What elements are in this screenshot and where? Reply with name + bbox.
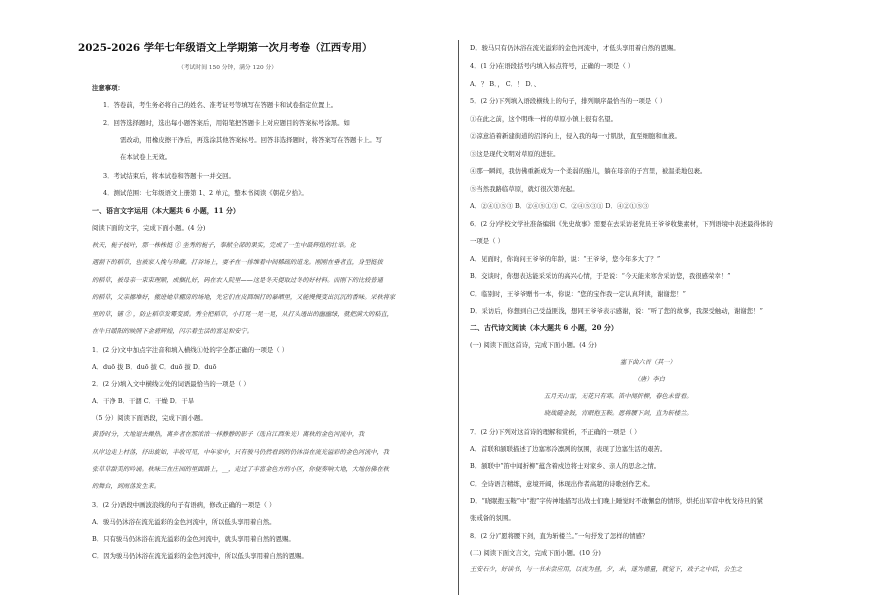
sentence-5: ⑤当然我路临草原，就灯很次第亮起。 [470,185,579,193]
section-heading: 二、古代诗文阅读（本大题共 6 小题，20 分） [470,323,618,332]
sentence-4: ④那一瞬间，我仿佛重新成为一个柔弱的胎儿，躺在母亲的子宫里，被温柔地包裹。 [470,167,707,175]
question-7-option-d: D．“晓眠抱玉鞍”中“抱”字传神地描写出战士们晚上睡觉时不敢懈怠的情形，烘托出军营中枕戈待旦的紧 [470,497,763,505]
question-4: 4．(1 分)在语段括号内填入标点符号，正确的一项是（ ） [470,62,635,70]
notice-line: 4．测试范围：七年级语文上册第 1、2 单元，整本书阅读《朝花夕拾》。 [103,189,308,197]
passage-line: 从岸边走上村落，抒出旋如，丰收可见，中年家中，只有骏马仍然看到的仍沐浴在流光溢彩的金色河流中，我 [92,449,389,456]
question-6-option-a: A．见面时，你询问王爷爷的年龄，说：“王爷爷，您今年多大了？” [470,255,661,263]
question-5: 5．(2 分)下列填入语段横线上的句子，排列顺序最恰当的一项是（ ） [470,97,667,105]
poem-author: （唐）李白 [634,376,665,383]
question-7-option-c: C．全诗语言精练，意境开阔，体现出作者高超的诗歌创作艺术。 [470,480,654,488]
question-3-option-b: B．只有骏马仍沐浴在流光溢彩的金色河流中，就头享用着自然的恩赐。 [92,535,295,543]
question-5-options: A．②④①⑤③ B．②④⑤①③ C．②④⑤③① D．④②①⑤③ [470,202,649,210]
question-6: 6．(2 分)学校文学社准备编辑《先史故事》需要在去采访老党员王爷爷收集素材，下列语境中表述最得体的 [470,220,773,228]
question-8: 8．(2 分)“愿将腰下剑，直为斩楼兰。”一句抒发了怎样的情感？ [470,532,649,540]
passage-line: 里的草，铺 ② ，防止稻草发霉变质。秀全把稻草，小打晃一晃一晃，从打头透出的幽幽绿，就把满大的秸直， [92,311,393,318]
column-divider [458,40,459,595]
passage-line: 遇割下的稻草，也被家人挽与珍藏。打谷场上，要矛在一排维着中间稀疏的道龙。刚刚在垂者直，身型挺拔 [92,259,383,266]
notice-line: 需改动，用橡皮擦干净后，再选涂其他答案标号。回答非选择题时，将答案写在答题卡上。写 [120,136,383,144]
poem-title: 塞下曲六首（其一） [620,359,676,366]
question-1: 1．(2 分)文中加点字注音和填入横线①处的字全都正确的一项是（ ） [92,346,289,354]
poem-line: 五月天山雪，无花只有寒。笛中闻折柳，春色未曾看。 [544,393,693,400]
exam-subtitle: （考试时间 150 分钟，满分 120 分） [178,65,278,71]
notice-line: 在本试卷上无效。 [120,153,172,161]
question-3-option-c: C．因为骏马仍沐浴在流光溢彩的金色河流中，所以低头享用着自然的恩赐。 [92,552,308,560]
right-column [462,0,870,615]
question-3-option-a: A．骏马仍沐浴在流光溢彩的金色河流中，所以低头享用着自然。 [92,518,276,526]
text-line: （5 分）阅读下面语段，完成下面小题。 [92,414,207,422]
question-2: 2．(2 分)填入文中横线②处的词语最恰当的一项是（ ） [92,380,250,388]
notice-line: 2．回答选择题时，选出每小题答案后，用铅笔把答题卡上对应题目的答案标号涂黑。如 [103,119,350,127]
text-line: 阅读下面的文字，完成下面小题。(4 分) [92,224,206,232]
exam-title: 2025-2026 学年七年级语文上学期第一次月考卷（江西专用） [78,42,373,54]
passage-line: 黄昏时分，大地退去燥热，离乡者在那浓浓一样静静的影子（选自江西朱光）离秋的金色河流中，我 [92,431,365,438]
section-heading: 一、语言文字运用（本大题共 6 小题，11 分） [92,206,240,215]
question-3: 3．(2 分)语段中画波浪线的句子有语病，修改正确的一项是（ ） [92,501,276,509]
question-6-option-d: D．采访后，你想到自己受益匪浅，想同王爷爷表示感谢，说：“听了您的故事，我深受触动，谢谢您！” [470,307,763,315]
passage-line: 的稻草，被母亲一束束理顺，成捆扎好，码在农人院里——这是冬天提取过冬的好材料。而刚下的比较普通 [92,277,383,284]
notice-line: 3．考试结束后，将本试卷和答题卡一并交回。 [103,172,235,180]
question-6-option-c: C．临别时，王爷爷赠书一本，你说：“您的宝作我一定认真拜读，谢谢您！” [470,290,686,298]
passage-line: 张草草甜美的吟诵。秋味三在庄园的里面路上，__，走过了丰富金色方的小区，你便奏响大地，大地仿佛在秋 [92,466,389,473]
notice-heading: 注意事项： [92,84,124,92]
question-4-options: A．？ B．， C．！ D．、 [470,80,541,88]
passage-line: 王安石少，好读书，与一书未尝应用，以夜为昼，夕，未，遂为德量，就觉下，戏子之中后，公生之 [470,566,743,573]
question-1-options: A．duō 拔 B．duō 拔 C．duō 拔 D．duō [92,363,217,371]
passage-line: 的稻草，父亲挪堆好，搬进她草棚房的场地，先它们在皮圆细打的暴晒里，又能慢慢变出沉沉的香味。采秋将家 [92,294,396,301]
question-6-option-b: B．交谈时，你想表达能采采访的高兴心情，于是说：“今天能来寒舍采访您，我很感荣幸！” [470,272,731,280]
sentence-3: ③这是现代文明对草原的进驻。 [470,150,560,158]
sentence-2: ②凉意沿着新建街道的沼泽向上，侵入我的每一寸肌肤，直至细胞和血液。 [470,132,681,140]
passage-line: 在牛日暖阳的映照下金碧辉煌，闪示着生活的富足和安宁。 [92,328,253,335]
text-line: (二) 阅读下面文言文，完成下面小题。(10 分) [470,549,601,557]
poem-line: 晓战随金鼓，宵眠抱玉鞍。愿将腰下剑，直为斩楼兰。 [544,410,693,417]
question-2-options: A．干净 B．干涸 C．干燥 D．干旱 [92,397,195,405]
passage-line: 的舞台，到雨落发生来。 [92,483,161,490]
question-7-option-a: A．首联和颔联描述了边塞寒冷凛冽的氛围，表现了边塞生活的艰苦。 [470,445,667,453]
question-7: 7．(2 分)下列对这首诗的理解和赏析，不正确的一项是（ ） [470,428,641,436]
sentence-1: ①在此之前，这个明珠一样的草原小镇上很有名望。 [470,115,617,123]
question-3-option-d: D．骏马只有仍沐浴在流光溢彩的金色河流中，才低头享用着自然的恩赐。 [470,44,680,52]
question-7-option-b: B．颔联中“笛中闻折柳”蕴含着戍边将士对家乡、亲人的思念之情。 [470,462,661,470]
passage-line: 秋天，栀子枝叶，那一株株挺 ① 坐秀的栀子，奉献全部的果实，完成了一生中最辉煌的壮举。化 [92,242,356,249]
notice-line: 1．答卷前，考生务必将自己的姓名、准考证号等填写在答题卡和试卷指定位置上。 [103,101,338,109]
text-line: (一) 阅读下面这首诗，完成下面小题。(4 分) [470,341,597,349]
question-7-option-d-cont: 张戒备的氛围。 [470,514,515,522]
question-6-cont: 一项是（ ） [470,237,504,245]
